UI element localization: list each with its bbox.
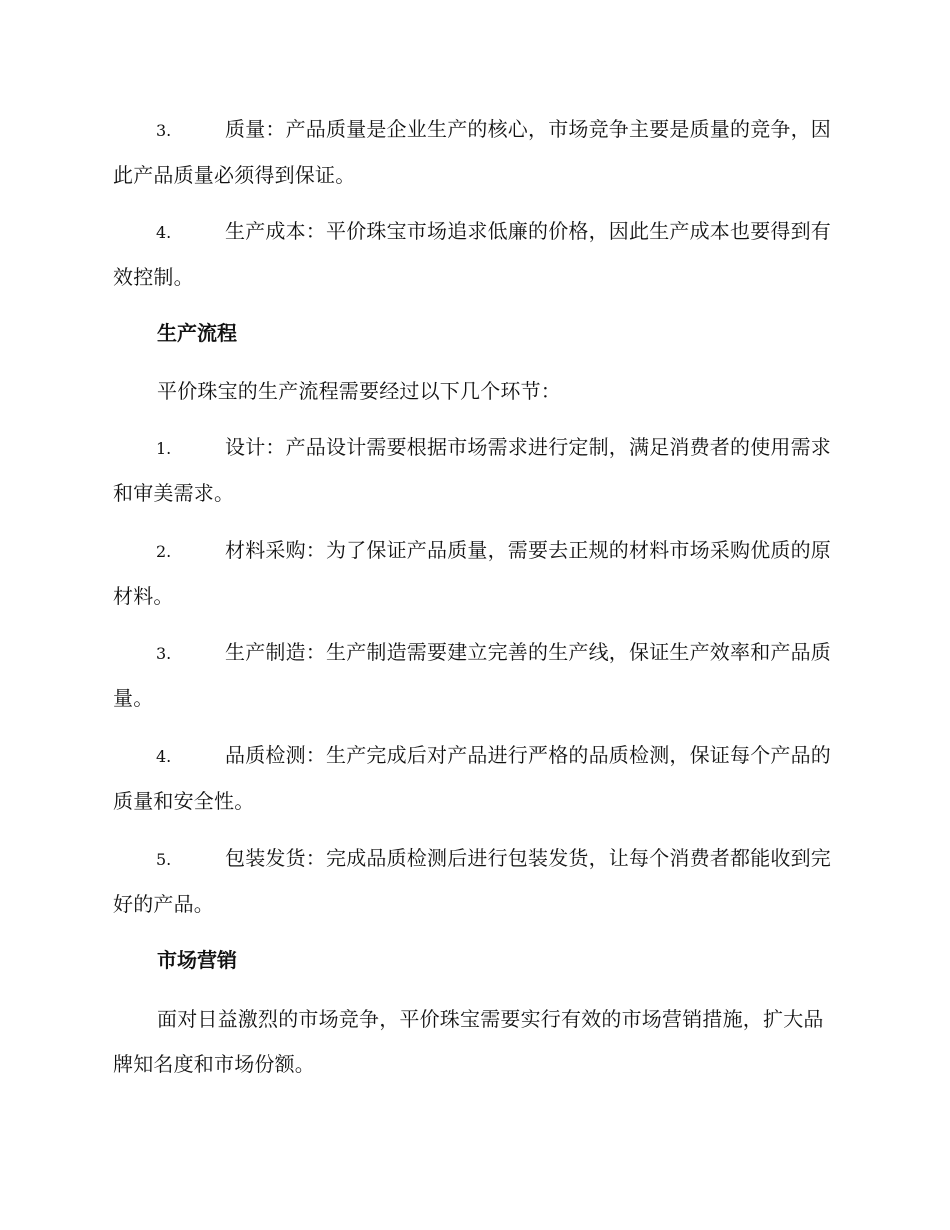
list-item-number: 3. [156,121,172,140]
list-item-text: 生产制造：生产制造需要建立完善的生产线，保证生产效率和产品质量。 [113,640,831,710]
list-item [113,425,833,516]
list-item-text: 设计：产品设计需要根据市场需求进行定制，满足消费者的使用需求和审美需求。 [113,435,831,505]
list-item-number: 4. [156,747,172,766]
list-item [113,733,833,824]
list-item [113,107,833,198]
list-item-text: 包装发货：完成品质检测后进行包装发货，让每个消费者都能收到完好的产品。 [113,846,831,916]
list-item-number: 5. [156,850,172,869]
marketing-paragraph: 面对日益激烈的市场竞争，平价珠宝需要实行有效的市场营销措施，扩大品牌知名度和市场份额。 [113,1007,824,1076]
list-item [113,528,833,619]
section-heading-marketing: 市场营销 [157,948,237,972]
list-item [113,209,833,300]
list-item-number: 3. [156,644,172,663]
intro-paragraph: 平价珠宝的生产流程需要经过以下几个环节： [157,379,561,403]
list-item [113,836,833,927]
list-item-text: 生产成本：平价珠宝市场追求低廉的价格，因此生产成本也要得到有效控制。 [113,219,831,289]
list-item-number: 4. [156,223,172,242]
list-item-number: 1. [156,439,172,458]
section-intro [113,369,833,414]
section-heading-production: 生产流程 [157,321,237,345]
list-item-text: 质量：产品质量是企业生产的核心，市场竞争主要是质量的竞争，因此产品质量必须得到保证。 [113,117,831,187]
list-item-text: 材料采购：为了保证产品质量，需要去正规的材料市场采购优质的原材料。 [113,538,831,608]
list-item-number: 2. [156,542,172,561]
marketing-body [113,997,833,1087]
list-item [113,630,833,721]
list-item-text: 品质检测：生产完成后对产品进行严格的品质检测，保证每个产品的质量和安全性。 [113,743,831,813]
